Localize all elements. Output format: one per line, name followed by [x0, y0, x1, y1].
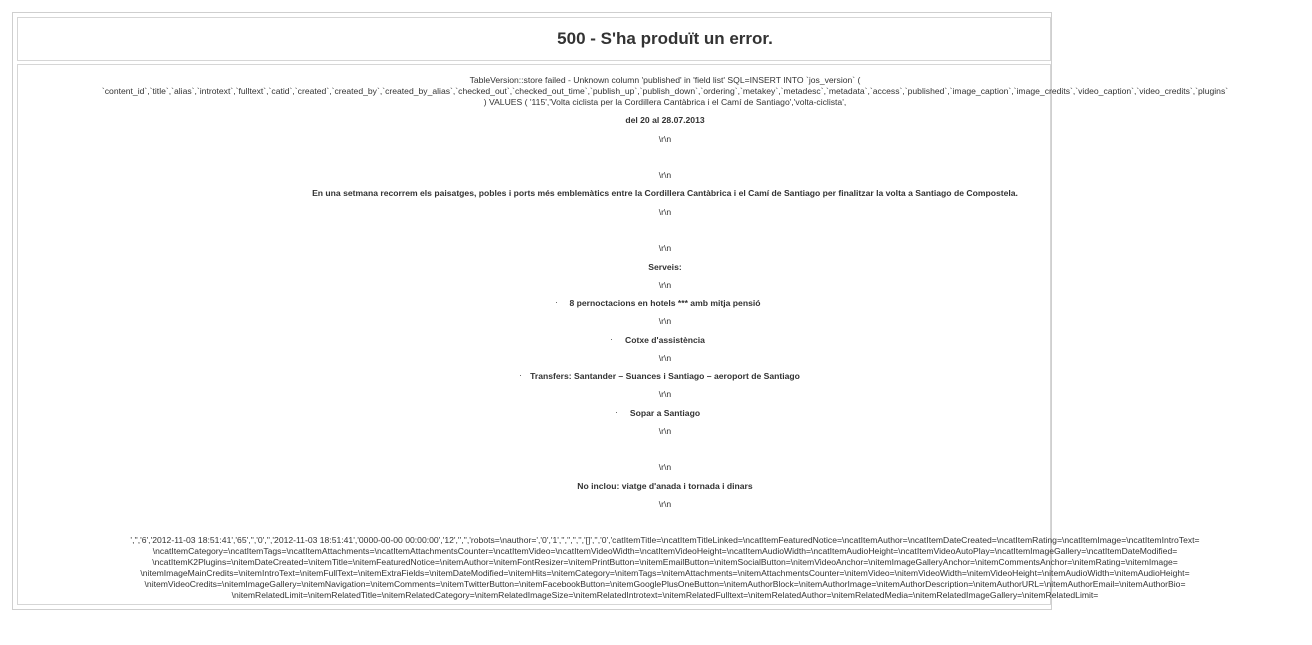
escape-sequence: \r\n [658, 170, 672, 180]
sql-tail-line: ','','6','2012-11-03 18:51:41','65','','0','','2012-11-03 18:51:41','0000-00-00 00:00:00','12','','','robots=\nauthor=','0','1','','','','','[]','','0','catItemTitle=\ncatItemTitleLinked=\ncatItemFeaturedNotice=\ncatItemAuthor=\ncatItemDateCreated=\ncatItemRating=\ncatItemImage=\ncatItemIntroText= [130, 535, 1200, 545]
sql-tail-line: \nitemImageMainCredits=\nitemIntroText=\nitemFullText=\nitemExtraFields=\nitemDateModified=\nitemHits=\nitemCategory=\nitemTags=\nitemAttachments=\nitemAttachmentsCounter=\nitemVideo=\nitemVideoWidth=\nitemVideoHeight=\nitemAudioWidth=\nitemAudioHeight= [140, 568, 1190, 578]
sql-tail-line: \nitemVideoCredits=\nitemImageGallery=\nitemNavigation=\nitemComments=\nitemTwitterButton=\nitemFacebookButton=\nitemGooglePlusOneButton=\nitemAuthorBlock=\nitemAuthorImage=\nitemAuthorDescription=\nitemAuthorURL=\nitemAuthorEmail=\nitemAuthorBio= [144, 579, 1186, 589]
sql-tail-line: \ncatItemCategory=\ncatItemTags=\ncatItemAttachments=\ncatItemAttachmentsCounter=\ncatItemVideo=\ncatItemVideoWidth=\ncatItemVideoHeight=\ncatItemAudioWidth=\ncatItemAudioHeight=\ncatItemVideoAutoPlay=\ncatItemImageGallery=\ncatItemDateModified= [152, 546, 1178, 556]
bullet: · [519, 370, 522, 380]
escape-sequence: \r\n [658, 353, 672, 363]
bullet: · [610, 334, 613, 344]
escape-sequence: \r\n [658, 134, 672, 144]
sql-line: `content_id`,`title`,`alias`,`introtext`,`fulltext`,`catid`,`created`,`created_by`,`created_by_alias`,`checked_out`,`checked_out_time`,`publish_up`,`publish_down`,`ordering`,`metakey`,`metadesc`,`metadata`,`access`,`published`,`image_caption`,`image_credits`,`video_caption`,`video_credits`,`plugins` [101, 86, 1229, 96]
bullet: · [615, 407, 618, 417]
sql-line: ) VALUES ( '115','Volta ciclista per la Cordillera Cantàbrica i el Camí de Santiago','volta-ciclista', [483, 97, 847, 107]
service-item: 8 pernoctacions en hotels *** amb mitja pensió [569, 298, 761, 308]
service-item: Transfers: Santander – Suances i Santiago – aeroport de Santiago [530, 371, 800, 381]
date-line: del 20 al 28.07.2013 [625, 115, 705, 125]
escape-sequence: \r\n [658, 207, 672, 217]
service-item: Sopar a Santiago [629, 408, 701, 418]
escape-sequence: \r\n [658, 462, 672, 472]
escape-sequence: \r\n [658, 389, 672, 399]
escape-sequence: \r\n [658, 280, 672, 290]
error-message [17, 64, 1229, 605]
bullet: · [555, 297, 558, 307]
escape-sequence: \r\n [658, 243, 672, 253]
sql-tail-line: \ncatItemK2Plugins=\nitemDateCreated=\nitemTitle=\nitemFeaturedNotice=\nitemAuthor=\nitemFontResizer=\nitemPrintButton=\nitemEmailButton=\nitemSocialButton=\nitemVideoAnchor=\nitemImageGalleryAnchor=\nitemCommentsAnchor=\nitemRating=\nitemImage= [152, 557, 1178, 567]
error-header [17, 17, 1051, 61]
sql-tail-line: \nitemRelatedLimit=\nitemRelatedTitle=\nitemRelatedCategory=\nitemRelatedImageSize=\nitemRelatedIntrotext=\nitemRelatedFulltext=\nitemRelatedAuthor=\nitemRelatedMedia=\nitemRelatedImageGallery=\nitemRelatedLimit= [231, 590, 1099, 600]
intro-text: En una setmana recorrem els paisatges, pobles i ports més emblemàtics entre la Cordillera Cantàbrica i el Camí de Santiago per finalitzar la volta a Santiago de Compostela. [312, 188, 1018, 198]
error-container [12, 12, 1229, 610]
service-item: Cotxe d'assistència [625, 335, 705, 345]
error-title: 500 - S'ha produït un error. [557, 29, 773, 48]
escape-sequence: \r\n [658, 499, 672, 509]
escape-sequence: \r\n [658, 426, 672, 436]
services-heading: Serveis: [648, 262, 682, 272]
excludes-text: No inclou: viatge d'anada i tornada i dinars [577, 481, 753, 491]
escape-sequence: \r\n [658, 316, 672, 326]
sql-line: TableVersion::store failed - Unknown column 'published' in 'field list' SQL=INSERT INTO `jos_version` ( [469, 75, 861, 85]
